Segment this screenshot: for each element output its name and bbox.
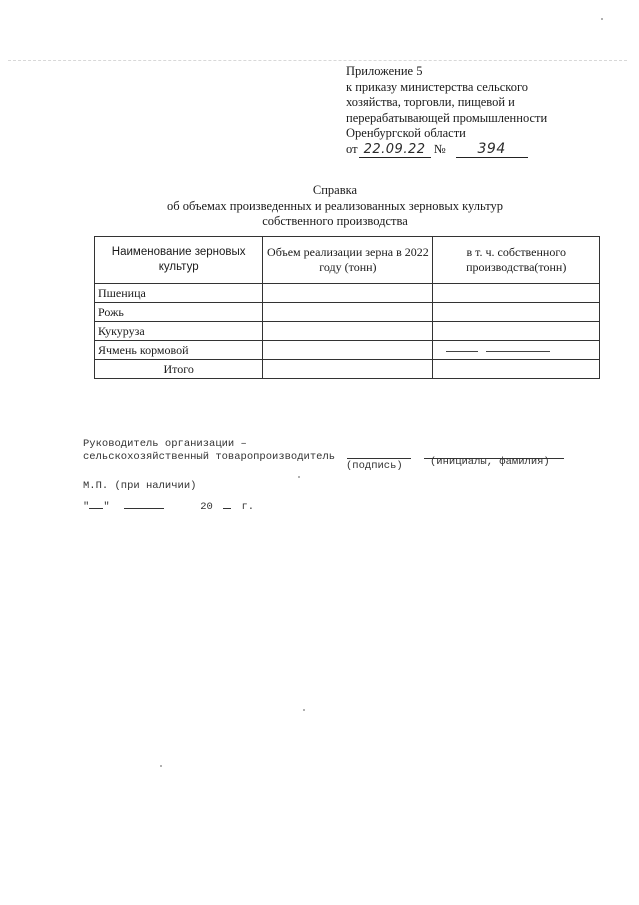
order-date-handwritten: 22.09.22 — [359, 142, 431, 159]
date-line — [83, 501, 254, 513]
order-date-number — [346, 142, 626, 159]
header-sales-volume: Объем реализации зерна в 2022 году (тонн) — [263, 237, 433, 284]
table-row — [95, 303, 600, 322]
number-label: № — [433, 141, 446, 156]
row-crop-name: Рожь — [95, 303, 263, 322]
signature-field[interactable] — [347, 458, 411, 459]
date-quote-open: " — [83, 501, 90, 513]
row-sales-cell[interactable] — [263, 284, 433, 303]
total-sales-cell[interactable] — [263, 360, 433, 379]
row-crop-name: Ячмень кормовой — [95, 341, 263, 360]
order-number-handwritten: 394 — [456, 142, 528, 159]
scan-speck — [303, 709, 305, 711]
table-header-row — [95, 237, 600, 284]
row-crop-name: Кукуруза — [95, 322, 263, 341]
header-crop-name: Наименование зерновых культур — [95, 237, 263, 284]
month-field[interactable] — [124, 508, 164, 509]
signature-caption: (подпись) — [346, 460, 403, 472]
signature-role-line1: Руководитель организации – — [83, 438, 247, 450]
header-own-production: в т. ч. собственного производства(тонн) — [433, 237, 600, 284]
row-sales-cell[interactable] — [263, 341, 433, 360]
row-crop-name: Пшеница — [95, 284, 263, 303]
scan-speck — [298, 476, 300, 478]
title-line-3: собственного производства — [262, 214, 408, 228]
table-row — [95, 322, 600, 341]
scan-artifact-line — [8, 60, 627, 61]
year-suffix: г. — [241, 501, 255, 513]
scan-speck — [601, 18, 603, 20]
row-sales-cell[interactable] — [263, 322, 433, 341]
grain-table — [94, 236, 600, 379]
row-own-cell[interactable] — [433, 341, 600, 360]
row-own-cell[interactable] — [433, 322, 600, 341]
table-row — [95, 341, 600, 360]
appendix-industry: перерабатывающей промышленности — [346, 110, 548, 125]
row-own-cell[interactable] — [433, 284, 600, 303]
appendix-title: Приложение 5 — [346, 64, 423, 78]
title-line-2: об объемах произведенных и реализованных зерновых культур — [167, 198, 503, 213]
table-row — [95, 284, 600, 303]
table-total-row — [95, 360, 600, 379]
dash-mark — [486, 351, 550, 352]
name-caption: (инициалы, фамилия) — [430, 456, 550, 468]
from-label: от — [346, 141, 358, 156]
year-prefix: 20 — [200, 501, 213, 513]
dash-mark — [446, 351, 478, 352]
total-own-cell[interactable] — [433, 360, 600, 379]
title-line-1: Справка — [312, 183, 358, 197]
scan-speck — [160, 765, 162, 767]
row-own-cell[interactable] — [433, 303, 600, 322]
document-title — [150, 183, 520, 230]
signature-role-text: сельскохозяйственный товаропроизводитель — [83, 451, 336, 463]
total-label: Итого — [95, 360, 263, 379]
appendix-region: Оренбургской области — [346, 126, 466, 140]
row-sales-cell[interactable] — [263, 303, 433, 322]
day-field[interactable] — [89, 508, 103, 509]
appendix-order-ref: к приказу министерства сельского — [346, 79, 529, 94]
date-quote-close: " — [103, 501, 110, 513]
appendix-block — [346, 64, 626, 158]
appendix-ministry: хозяйства, торговли, пищевой и — [346, 95, 515, 109]
stamp-note: М.П. (при наличии) — [83, 480, 197, 492]
year-field[interactable] — [223, 508, 231, 509]
